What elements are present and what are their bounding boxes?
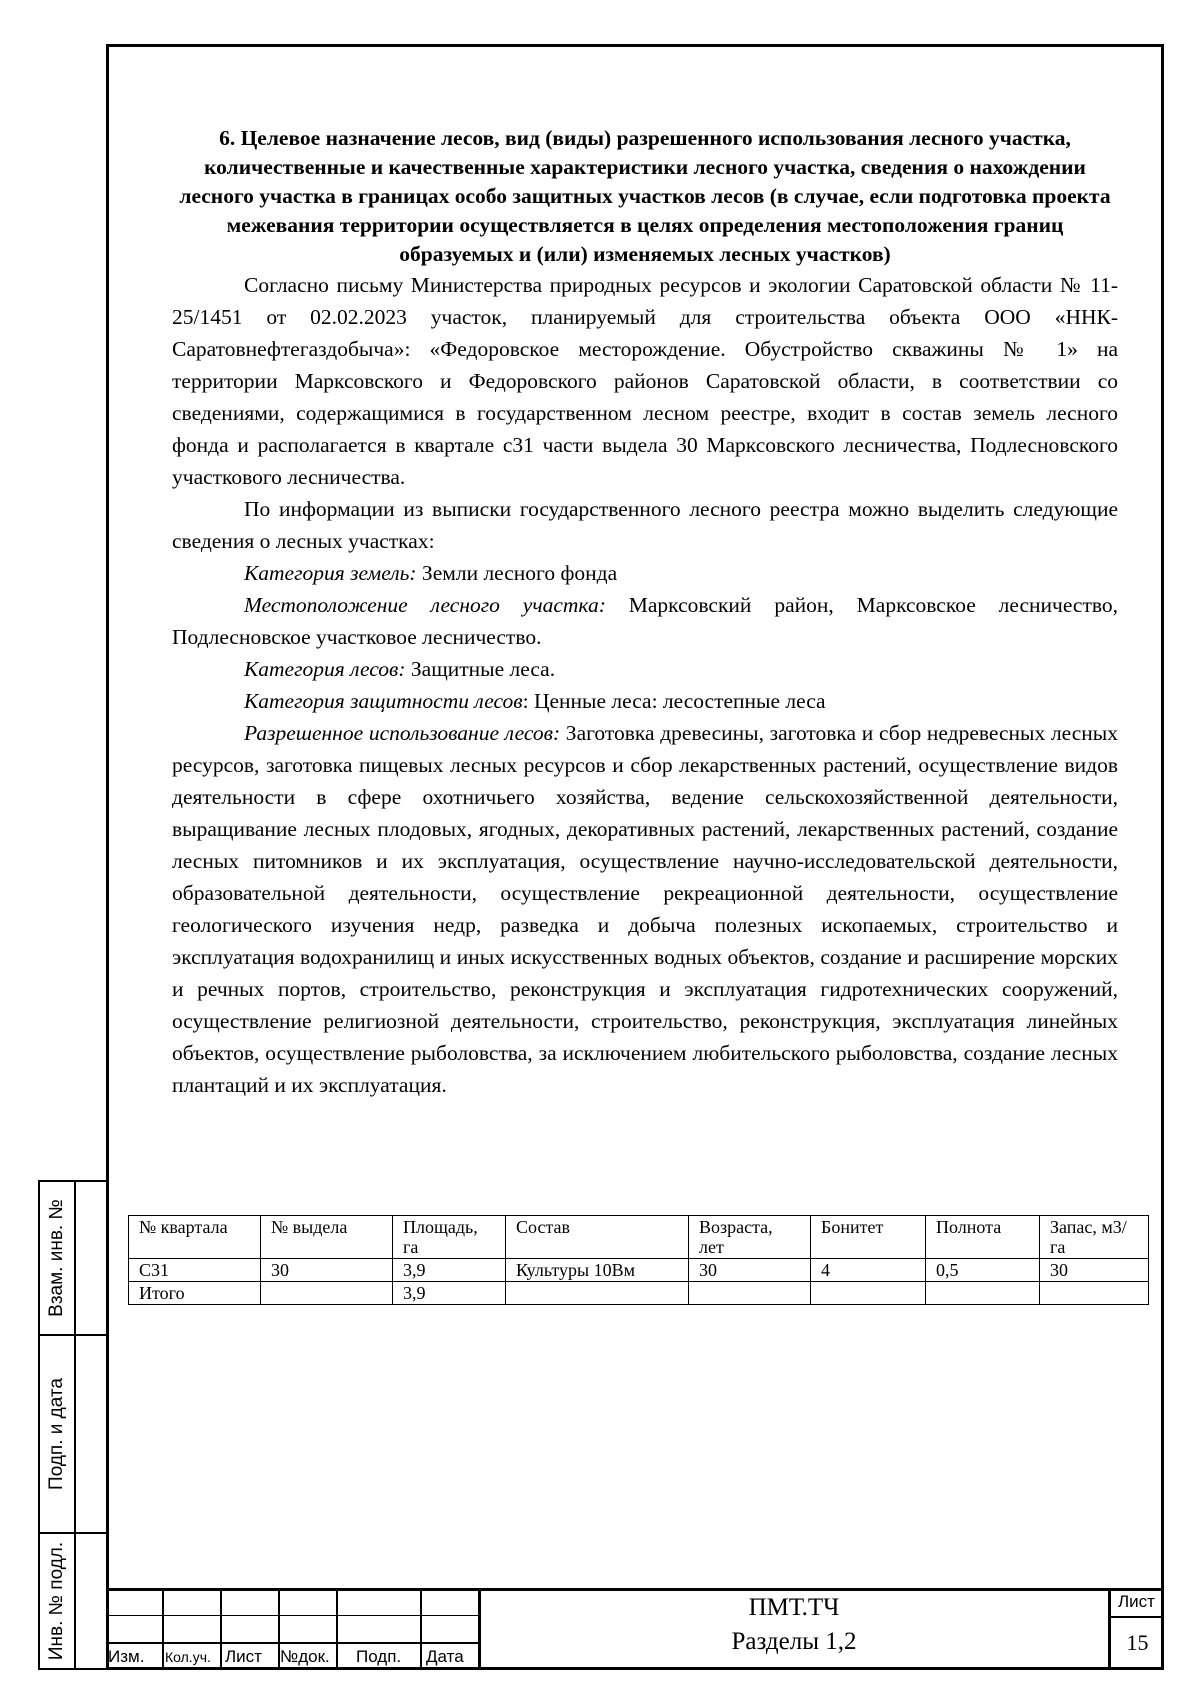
cell-kvartal: С31 — [129, 1259, 261, 1282]
cell-area: 3,9 — [393, 1259, 506, 1282]
header-vydel: № выдела — [261, 1216, 393, 1259]
title-block-list: Лист — [225, 1647, 262, 1666]
header-bonitet: Бонитет — [811, 1216, 926, 1259]
section-heading: 6. Целевое назначение лесов, вид (виды) разрешенного использования лесного участка, количественные и качественные характеристики лесного участка, сведения о нахождении лесного участка в границах особо защитных участков лесов (в случае, если подготовка проекта межевания территории осуществляется в целях определения местоположения границ образуемых и (или) изменяемых лесных участков) — [179, 126, 1111, 266]
table-header-row — [129, 1216, 1149, 1259]
permitted-use-label: Разрешенное использование лесов: — [244, 721, 561, 745]
cell-age: 30 — [689, 1259, 811, 1282]
cell-density: 0,5 — [926, 1259, 1040, 1282]
land-category-line — [172, 557, 1118, 589]
title-block-kol-uch: Кол.уч. — [165, 1649, 211, 1665]
permitted-use-line — [172, 717, 1118, 1101]
sheet-number: 15 — [1126, 1630, 1149, 1655]
cell-total-stock — [1040, 1282, 1149, 1305]
title-block — [106, 1588, 1164, 1670]
cell-total-area: 3,9 — [393, 1282, 506, 1305]
forest-category-label: Категория лесов: — [244, 657, 406, 681]
cell-total-density — [926, 1282, 1040, 1305]
forest-plot-table — [128, 1215, 1149, 1305]
permitted-use-value: Заготовка древесины, заготовка и сбор недревесных лесных ресурсов, заготовка пищевых лесных ресурсов и сбор лекарственных растений, осуществление видов деятельности в сфере охотничьего хозяйства, ведение сельскохозяйственной деятельности, выращивание лесных плодовых, ягодных, декоративных растений, лекарственных растений, создание лесных питомников и их эксплуатация, осуществление научно-исследовательской деятельности, образовательной деятельности, осуществление рекреационной деятельности, осуществление геологического изучения недр, разведка и добыча полезных ископаемых, строительство и эксплуатация водохранилищ и иных искусственных водных объектов, создание и расширение морских и речных портов, строительство, реконструкция и эксплуатация гидротехнических сооружений, осуществление религиозной деятельности, строительство, реконструкция, эксплуатация линейных объектов, осуществление рыболовства, за исключением любительского рыболовства, создание лесных плантаций и их эксплуатация. — [172, 721, 1118, 1097]
forest-category-value: Защитные леса. — [405, 657, 556, 681]
cell-total-age — [689, 1282, 811, 1305]
cell-total-bonitet — [811, 1282, 926, 1305]
header-area: Площадь, га — [393, 1216, 506, 1259]
title-block-data: Дата — [426, 1647, 464, 1666]
header-density: Полнота — [926, 1216, 1040, 1259]
forest-category-line — [172, 653, 1118, 685]
paragraph-letter-info: Согласно письму Министерства природных ресурсов и экологии Саратовской области № 11-25/1451 от 02.02.2023 участок, планируемый для строительства объекта ООО «ННК-Саратовнефтегаздобыча»: «Федоровское месторождение. Обустройство скважины № 1» на территории Марксовского и Федоровского районов Саратовской области, в соответствии со сведениями, содержащимися в государственном лесном реестре, входит в состав земель лесного фонда и располагается в квартале с31 части выдела 30 Марксовского лесничества, Подлесновского участкового лесничества. — [172, 273, 1118, 489]
document-sections: Разделы 1,2 — [731, 1628, 857, 1655]
side-cell-vzam — [38, 1180, 106, 1336]
cell-total-vydel — [261, 1282, 393, 1305]
header-age: Возраста, лет — [689, 1216, 811, 1259]
sheet-label: Лист — [1118, 1592, 1155, 1611]
cell-total-composition — [506, 1282, 689, 1305]
cell-bonitet: 4 — [811, 1259, 926, 1282]
title-block-n-dok: №док. — [280, 1647, 330, 1666]
paragraph-registry-info: По информации из выписки государственного лесного реестра можно выделить следующие сведения о лесных участках: — [172, 497, 1118, 553]
protection-category-value: : Ценные леса: лесостепные леса — [522, 689, 826, 713]
side-stamp — [38, 1180, 106, 1670]
document-code: ПМТ.ТЧ — [748, 1594, 840, 1621]
cell-total-label: Итого — [129, 1282, 261, 1305]
land-category-label: Категория земель: — [244, 561, 417, 585]
side-cell-inv-podl — [38, 1532, 106, 1670]
header-composition: Состав — [506, 1216, 689, 1259]
location-value: Марксовский район, Марксовское лесничество, Подлесновское участковое лесничество. — [172, 593, 1118, 649]
protection-category-line — [172, 685, 1118, 717]
title-block-izm: Изм. — [108, 1647, 145, 1666]
table-total-row — [129, 1282, 1149, 1305]
protection-category-label: Категория защитности лесов — [244, 689, 523, 713]
side-label-vzam-inv: Взам. инв. № — [46, 1199, 67, 1317]
title-block-podp: Подп. — [356, 1647, 402, 1666]
header-stock: Запас, м3/га — [1040, 1216, 1149, 1259]
cell-vydel: 30 — [261, 1259, 393, 1282]
location-line — [172, 589, 1118, 653]
location-label: Местоположение лесного участка: — [244, 593, 606, 617]
cell-stock: 30 — [1040, 1259, 1149, 1282]
table-row — [129, 1259, 1149, 1282]
land-category-value: Земли лесного фонда — [416, 561, 618, 585]
side-cell-podp — [38, 1334, 106, 1534]
side-label-inv-podl: Инв. № подл. — [46, 1541, 68, 1661]
cell-composition: Культуры 10Вм — [506, 1259, 689, 1282]
header-kvartal: № квартала — [129, 1216, 261, 1259]
side-label-podp-data: Подп. и дата — [46, 1378, 68, 1490]
document-body — [172, 124, 1118, 1101]
